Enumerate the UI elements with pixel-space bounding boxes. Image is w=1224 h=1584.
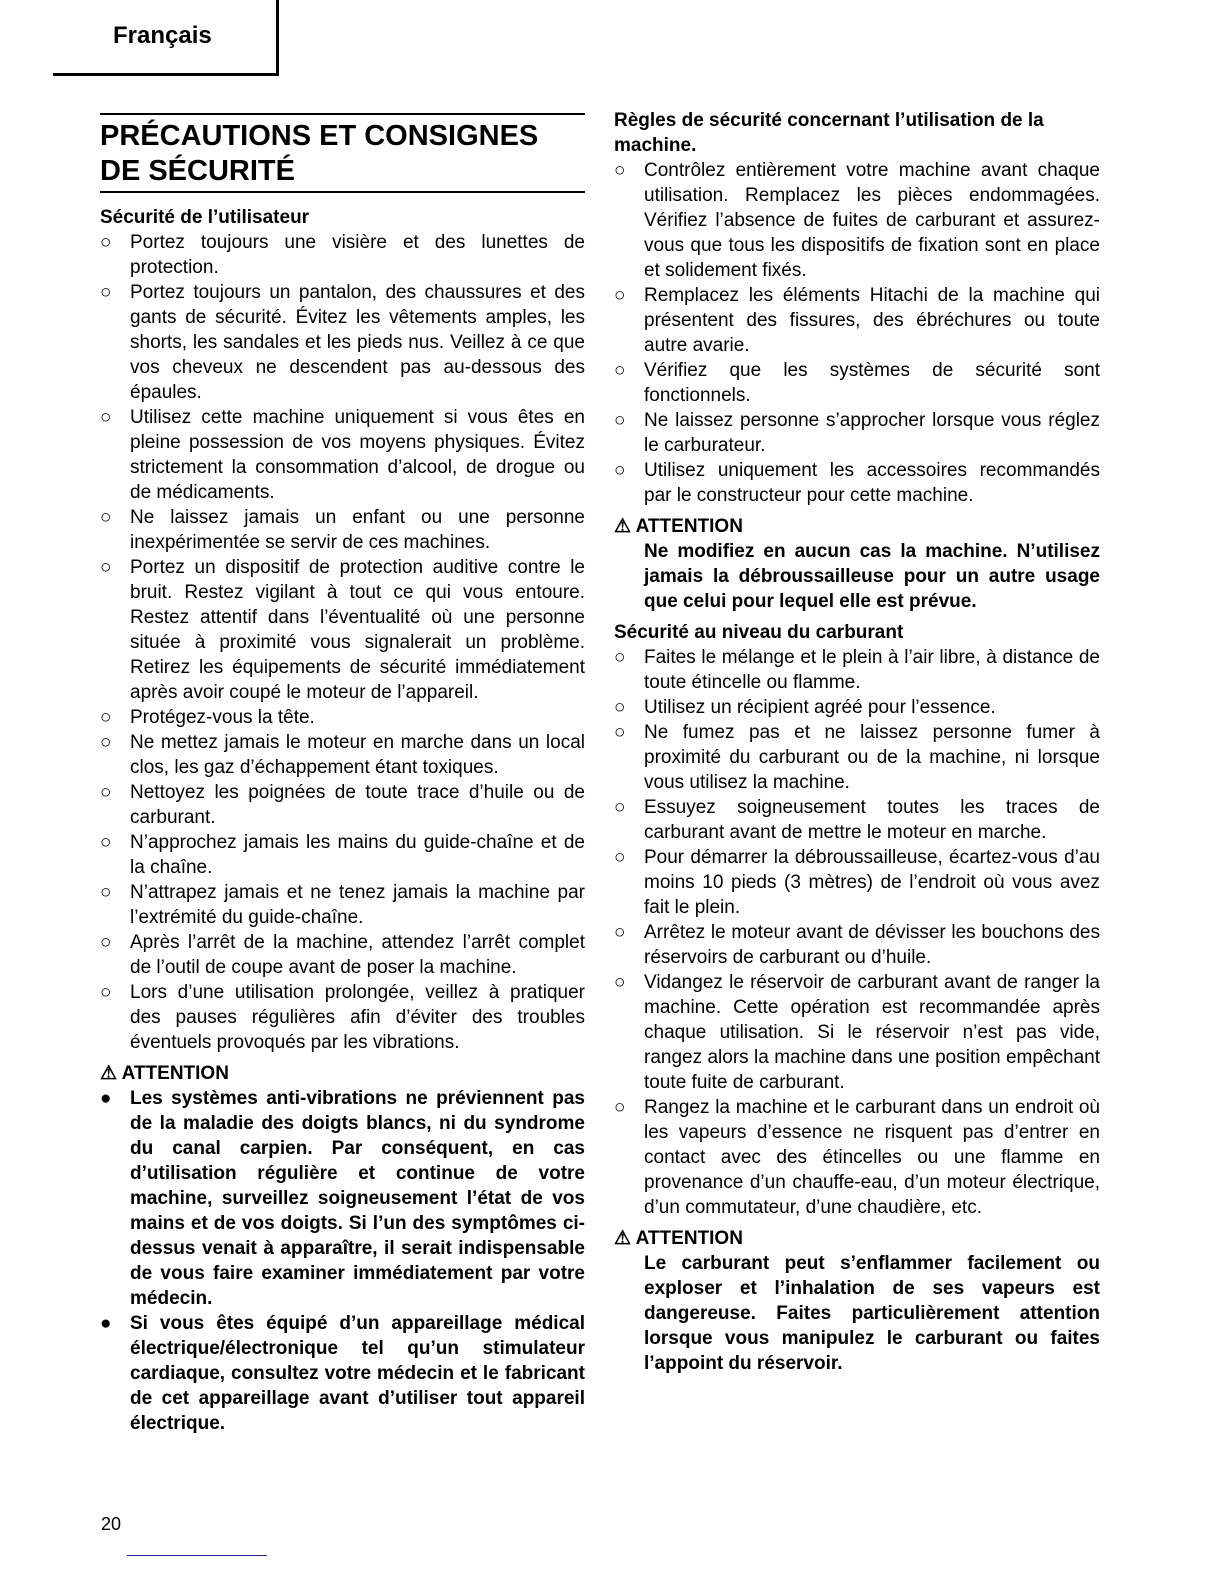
list-item-text: Vérifiez que les systèmes de sécurité sont fonctionnels. — [644, 360, 1100, 406]
page-title: PRÉCAUTIONS ET CONSIGNES DE SÉCURITÉ — [100, 113, 585, 193]
circle-bullet-icon: ○ — [614, 847, 626, 868]
circle-bullet-icon: ○ — [614, 160, 626, 181]
left-column — [100, 113, 585, 1436]
circle-bullet-icon: ○ — [614, 722, 626, 743]
list-item — [614, 720, 1100, 795]
list-item-text: Ne mettez jamais le moteur en marche dans un local clos, les gaz d’échappement étant toxiques. — [130, 732, 585, 778]
circle-bullet-icon: ○ — [100, 732, 112, 753]
attention-label: ATTENTION — [635, 516, 743, 537]
list-item-text: Protégez-vous la tête. — [130, 707, 315, 728]
attention-text: Ne modifiez en aucun cas la machine. N’utilisez jamais la débroussailleuse pour un autre usage que celui pour lequel elle est prévue. — [644, 541, 1100, 612]
circle-bullet-icon: ○ — [614, 460, 626, 481]
list-item — [100, 830, 585, 880]
list-item-text: Nettoyez les poignées de toute trace d’huile ou de carburant. — [130, 782, 585, 828]
list-item — [100, 280, 585, 405]
list-item — [100, 1311, 585, 1436]
section-heading-user-safety: Sécurité de l’utilisateur — [100, 207, 310, 228]
list-item — [100, 505, 585, 555]
list-item-text: Portez un dispositif de protection auditive contre le bruit. Restez vigilant à tout ce qui vous entoure. Restez attentif dans l’éventualité où une personne située à proximité vous signalerait un problème. Retirez les équipements de sécurité immédiatement après avoir coupé le moteur de l’appareil. — [130, 557, 585, 703]
list-item — [614, 920, 1100, 970]
circle-bullet-icon: ○ — [100, 507, 112, 528]
circle-bullet-icon: ○ — [614, 410, 626, 431]
list-item — [100, 930, 585, 980]
page-number: 20 — [101, 1514, 122, 1534]
attention-label: ATTENTION — [635, 1228, 743, 1249]
section-heading-fuel-safety: Sécurité au niveau du carburant — [614, 622, 904, 643]
list-item — [100, 705, 585, 730]
circle-bullet-icon: ○ — [614, 285, 626, 306]
list-item — [100, 555, 585, 705]
language-label: Français — [113, 22, 212, 49]
circle-bullet-icon: ○ — [100, 982, 112, 1003]
list-item-text: Ne fumez pas et ne laissez personne fumer à proximité du carburant ou de la machine, ni lorsque vous utilisez la machine. — [644, 722, 1100, 793]
warning-triangle-icon: ⚠ — [614, 516, 632, 537]
section-heading-machine-rules: Règles de sécurité concernant l’utilisation de la machine. — [614, 110, 1044, 156]
circle-bullet-icon: ○ — [614, 360, 626, 381]
list-item — [614, 1095, 1100, 1220]
warning-triangle-icon: ⚠ — [614, 1228, 632, 1249]
list-item-text: Portez toujours un pantalon, des chaussures et des gants de sécurité. Évitez les vêtements amples, les shorts, les sandales et les pieds nus. Veillez à ce que vos cheveux ne descendent pas au-dessous des épaules. — [130, 282, 585, 403]
language-tab — [53, 0, 279, 76]
list-item — [100, 230, 585, 280]
circle-bullet-icon: ○ — [100, 832, 112, 853]
circle-bullet-icon: ○ — [614, 797, 626, 818]
circle-bullet-icon: ○ — [100, 557, 112, 578]
list-item — [614, 645, 1100, 695]
attention-label: ATTENTION — [121, 1063, 229, 1084]
list-item-text: Faites le mélange et le plein à l’air libre, à distance de toute étincelle ou flamme. — [644, 647, 1100, 693]
list-item-text: Utilisez uniquement les accessoires recommandés par le constructeur pour cette machine. — [644, 460, 1100, 506]
circle-bullet-icon: ○ — [614, 922, 626, 943]
list-item — [614, 283, 1100, 358]
list-item — [614, 358, 1100, 408]
list-item — [100, 880, 585, 930]
list-item-text: Ne laissez jamais un enfant ou une personne inexpérimentée se servir de ces machines. — [130, 507, 585, 553]
list-item-text: Utilisez un récipient agréé pour l’essence. — [644, 697, 996, 718]
circle-bullet-icon: ○ — [100, 932, 112, 953]
list-item-text: Vidangez le réservoir de carburant avant de ranger la machine. Cette opération est recommandée après chaque utilisation. Si le réservoir n’est pas vide, rangez alors la machine dans une position empêchant toute fuite de carburant. — [644, 972, 1100, 1093]
list-item-text: Arrêtez le moteur avant de dévisser les bouchons des réservoirs de carburant ou d’huile. — [644, 922, 1100, 968]
circle-bullet-icon: ○ — [100, 707, 112, 728]
user-safety-list — [100, 230, 585, 1055]
list-item — [614, 795, 1100, 845]
circle-bullet-icon: ○ — [100, 782, 112, 803]
circle-bullet-icon: ○ — [100, 232, 112, 253]
list-item-text: N’approchez jamais les mains du guide-chaîne et de la chaîne. — [130, 832, 585, 878]
list-item-text: Lors d’une utilisation prolongée, veillez à pratiquer des pauses régulières afin d’éviter des troubles éventuels provoqués par les vibrations. — [130, 982, 585, 1053]
list-item — [100, 405, 585, 505]
list-item — [614, 970, 1100, 1095]
list-item-text: Contrôlez entièrement votre machine avant chaque utilisation. Remplacez les pièces endommagées. Vérifiez l’absence de fuites de carburant et assurez-vous que tous les dispositifs de fixation sont en place et solidement fixés. — [644, 160, 1100, 281]
circle-bullet-icon: ○ — [100, 882, 112, 903]
attention-heading — [614, 514, 1100, 539]
list-item-text: Ne laissez personne s’approcher lorsque vous réglez le carburateur. — [644, 410, 1100, 456]
circle-bullet-icon: ○ — [614, 972, 626, 993]
circle-bullet-icon: ○ — [614, 1097, 626, 1118]
list-item-text: Pour démarrer la débroussailleuse, écartez-vous d’au moins 10 pieds (3 mètres) de l’endroit où vous avez fait le plein. — [644, 847, 1100, 918]
list-item-text: Remplacez les éléments Hitachi de la machine qui présentent des fissures, des ébréchures ou toute autre avarie. — [644, 285, 1100, 356]
list-item-text: Les systèmes anti-vibrations ne préviennent pas de la maladie des doigts blancs, ni du syndrome du canal carpien. Par conséquent, en cas d’utilisation régulière et continue de votre machine, surveillez soigneusement l’état de vos mains et de vos doigts. Si l’un des symptômes ci-dessus venait à apparaître, il serait indispensable de vous faire examiner immédiatement par votre médecin. — [130, 1088, 585, 1309]
circle-bullet-icon: ○ — [614, 697, 626, 718]
list-item — [614, 408, 1100, 458]
list-item-text: Utilisez cette machine uniquement si vous êtes en pleine possession de vos moyens physiques. Évitez strictement la consommation d’alcool, de drogue ou de médicaments. — [130, 407, 585, 503]
list-item — [614, 845, 1100, 920]
warning-triangle-icon: ⚠ — [100, 1063, 118, 1084]
fuel-safety-list — [614, 645, 1100, 1220]
attention-text: Le carburant peut s’enflammer facilement ou exploser et l’inhalation de ses vapeurs est dangereuse. Faites particulièrement attention lorsque vous manipulez le carburant ou faites l’appoint du réservoir. — [644, 1253, 1100, 1374]
circle-bullet-icon: ○ — [614, 647, 626, 668]
list-item-text: Rangez la machine et le carburant dans un endroit où les vapeurs d’essence ne risquent pas d’entrer en contact avec des étincelles ou une flamme en provenance d’un chauffe-eau, d’un moteur électrique, d’un commutateur, d’une chaudière, etc. — [644, 1097, 1100, 1218]
attention-heading — [614, 1226, 1100, 1251]
filled-bullet-icon: ● — [100, 1313, 112, 1334]
list-item — [614, 458, 1100, 508]
attention-list — [100, 1086, 585, 1436]
list-item-text: Si vous êtes équipé d’un appareillage médical électrique/électronique tel qu’un stimulateur cardiaque, consultez votre médecin et le fabricant de cet appareillage avant d’utiliser tout appareil électrique. — [130, 1313, 585, 1434]
circle-bullet-icon: ○ — [100, 407, 112, 428]
machine-rules-list — [614, 158, 1100, 508]
list-item-text: Portez toujours une visière et des lunettes de protection. — [130, 232, 585, 278]
list-item — [100, 780, 585, 830]
link-underline — [127, 1555, 267, 1556]
list-item — [614, 695, 1100, 720]
filled-bullet-icon: ● — [100, 1088, 112, 1109]
list-item-text: Après l’arrêt de la machine, attendez l’arrêt complet de l’outil de coupe avant de poser la machine. — [130, 932, 585, 978]
circle-bullet-icon: ○ — [100, 282, 112, 303]
right-column — [614, 108, 1100, 1376]
list-item-text: N’attrapez jamais et ne tenez jamais la machine par l’extrémité du guide-chaîne. — [130, 882, 585, 928]
list-item — [100, 730, 585, 780]
list-item — [100, 980, 585, 1055]
list-item — [614, 158, 1100, 283]
list-item — [100, 1086, 585, 1311]
list-item-text: Essuyez soigneusement toutes les traces de carburant avant de mettre le moteur en marche. — [644, 797, 1100, 843]
attention-heading — [100, 1061, 585, 1086]
